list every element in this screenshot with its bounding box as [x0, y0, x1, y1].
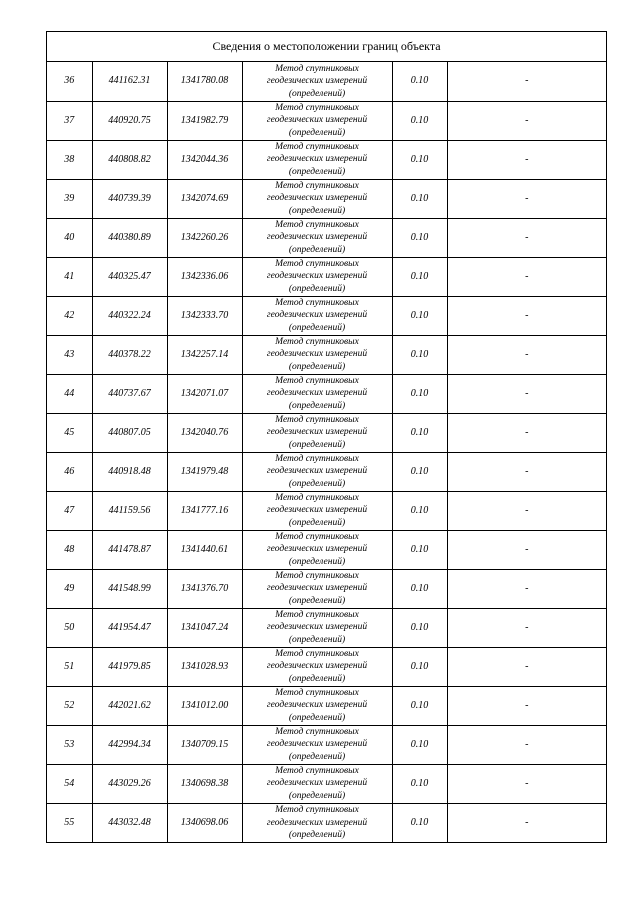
method-line: геодезических измерений — [266, 76, 368, 86]
method-line: геодезических измерений — [266, 817, 368, 828]
table-row — [47, 686, 606, 725]
method-line: Метод спутниковых — [275, 453, 359, 464]
table-row — [47, 62, 606, 101]
note-cell: - — [447, 257, 606, 296]
method-line: геодезических измерений — [266, 505, 368, 516]
coord-x-cell: 440378.22 — [92, 335, 167, 374]
method-cell — [242, 413, 392, 452]
method-line: (определений) — [288, 400, 346, 411]
table-row — [47, 803, 606, 842]
precision-cell: 0.10 — [392, 530, 447, 569]
precision-cell: 0.10 — [392, 803, 447, 842]
point-number-cell: 41 — [47, 257, 92, 296]
method-cell — [242, 374, 392, 413]
precision-cell: 0.10 — [392, 413, 447, 452]
precision-cell: 0.10 — [392, 647, 447, 686]
precision-cell: 0.10 — [392, 374, 447, 413]
coord-x-cell: 440737.67 — [92, 374, 167, 413]
point-number-cell: 50 — [47, 608, 92, 647]
method-line: Метод спутниковых — [275, 687, 359, 698]
coord-x-cell: 443029.26 — [92, 764, 167, 803]
precision-cell: 0.10 — [392, 218, 447, 257]
method-line: (определений) — [288, 830, 346, 840]
method-line: геодезических измерений — [266, 544, 368, 555]
method-cell — [242, 569, 392, 608]
method-line: Метод спутниковых — [275, 219, 359, 230]
coord-x-cell: 441159.56 — [92, 491, 167, 530]
note-cell: - — [525, 816, 529, 828]
method-line: геодезических измерений — [266, 583, 368, 594]
method-line: (определений) — [288, 283, 346, 294]
method-line: геодезических измерений — [266, 310, 368, 321]
method-line: Метод спутниковых — [275, 648, 359, 659]
method-line: геодезических измерений — [266, 115, 368, 126]
note-cell: - — [447, 101, 606, 140]
method-line: Метод спутниковых — [275, 297, 359, 308]
coord-x-cell: 440808.82 — [92, 140, 167, 179]
precision-cell: 0.10 — [392, 140, 447, 179]
coord-y-cell: 1342071.07 — [167, 374, 242, 413]
table-row — [47, 101, 606, 140]
method-line: Метод спутниковых — [275, 531, 359, 542]
method-line: геодезических измерений — [266, 427, 368, 438]
table-row — [47, 764, 606, 803]
method-cell — [242, 101, 392, 140]
coord-y-cell: 1342044.36 — [167, 140, 242, 179]
method-line: геодезических измерений — [266, 622, 368, 633]
coord-x-cell: 441548.99 — [92, 569, 167, 608]
coord-x-cell: 441162.31 — [92, 62, 167, 101]
note-cell: - — [447, 569, 606, 608]
method-line: геодезических измерений — [266, 466, 368, 477]
point-number-cell: 44 — [47, 374, 92, 413]
coord-y-cell: 1342040.76 — [167, 413, 242, 452]
coord-x-cell: 443032.48 — [92, 803, 167, 842]
note-cell: - — [447, 179, 606, 218]
coord-y-cell: 1341028.93 — [167, 647, 242, 686]
coord-x-cell: 441478.87 — [92, 530, 167, 569]
table-row — [47, 725, 606, 764]
coord-x-cell: 440739.39 — [92, 179, 167, 218]
note-cell: - — [447, 452, 606, 491]
table-row — [47, 491, 606, 530]
coord-x-cell: 440918.48 — [92, 452, 167, 491]
method-line: (определений) — [288, 166, 346, 177]
note-cell: - — [447, 725, 606, 764]
table-row — [47, 608, 606, 647]
precision-cell: 0.10 — [392, 62, 447, 101]
method-line: геодезических измерений — [266, 271, 368, 282]
method-line: геодезических измерений — [266, 778, 368, 789]
point-number-cell: 39 — [47, 179, 92, 218]
method-line: Метод спутниковых — [275, 570, 359, 581]
point-number-cell: 52 — [47, 686, 92, 725]
coord-y-cell: 1341979.48 — [167, 452, 242, 491]
precision-cell: 0.10 — [392, 179, 447, 218]
method-cell — [242, 647, 392, 686]
precision-cell: 0.10 — [392, 296, 447, 335]
coord-y-cell: 1342257.14 — [167, 335, 242, 374]
method-cell — [242, 803, 392, 842]
method-line: (определений) — [288, 127, 346, 138]
point-number-cell: 43 — [47, 335, 92, 374]
coord-y-cell: 1342260.26 — [167, 218, 242, 257]
method-line: Метод спутниковых — [275, 765, 359, 776]
method-line: (определений) — [288, 712, 346, 723]
table-row — [47, 647, 606, 686]
method-line: Метод спутниковых — [275, 102, 359, 113]
method-line: (определений) — [288, 751, 346, 762]
table-row — [47, 296, 606, 335]
table-row — [47, 257, 606, 296]
note-cell: - — [447, 218, 606, 257]
method-line: (определений) — [288, 673, 346, 684]
table-row — [47, 335, 606, 374]
coord-x-cell: 440807.05 — [92, 413, 167, 452]
method-line: Метод спутниковых — [275, 258, 359, 269]
method-cell — [242, 686, 392, 725]
method-cell — [242, 530, 392, 569]
point-number-cell: 54 — [47, 764, 92, 803]
note-cell: - — [447, 491, 606, 530]
boundary-table — [46, 31, 607, 843]
coord-y-cell: 1342336.06 — [167, 257, 242, 296]
table-row — [47, 140, 606, 179]
method-line: Метод спутниковых — [275, 375, 359, 386]
method-line: (определений) — [288, 478, 346, 489]
table-row — [47, 374, 606, 413]
coord-x-cell: 441979.85 — [92, 647, 167, 686]
method-cell — [242, 179, 392, 218]
note-cell: - — [447, 608, 606, 647]
method-cell — [242, 608, 392, 647]
table-row — [47, 569, 606, 608]
precision-cell: 0.10 — [392, 764, 447, 803]
method-line: геодезических измерений — [266, 661, 368, 672]
table-row — [47, 413, 606, 452]
point-number-cell: 36 — [47, 62, 92, 101]
point-number-cell: 49 — [47, 569, 92, 608]
point-number-cell: 45 — [47, 413, 92, 452]
method-line: (определений) — [288, 205, 346, 216]
method-cell — [242, 257, 392, 296]
coord-y-cell: 1341047.24 — [167, 608, 242, 647]
coord-x-cell: 440380.89 — [92, 218, 167, 257]
note-cell: - — [447, 686, 606, 725]
point-number-cell: 55 — [47, 803, 92, 842]
coord-y-cell: 1340698.38 — [167, 764, 242, 803]
note-cell: - — [447, 647, 606, 686]
coord-x-cell: 442021.62 — [92, 686, 167, 725]
table-row — [47, 452, 606, 491]
note-cell: - — [447, 140, 606, 179]
method-cell — [242, 725, 392, 764]
coord-y-cell: 1341982.79 — [167, 101, 242, 140]
table-row — [47, 218, 606, 257]
method-cell — [242, 335, 392, 374]
precision-cell: 0.10 — [392, 257, 447, 296]
coord-x-cell: 440325.47 — [92, 257, 167, 296]
point-number-cell: 53 — [47, 725, 92, 764]
method-line: геодезических измерений — [266, 388, 368, 399]
point-number-cell: 51 — [47, 647, 92, 686]
method-line: (определений) — [288, 88, 346, 99]
precision-cell: 0.10 — [392, 686, 447, 725]
coord-x-cell: 442994.34 — [92, 725, 167, 764]
method-line: Метод спутниковых — [275, 805, 359, 815]
precision-cell: 0.10 — [392, 608, 447, 647]
method-line: (определений) — [288, 244, 346, 255]
note-cell: - — [447, 413, 606, 452]
method-cell — [242, 140, 392, 179]
method-line: Метод спутниковых — [275, 336, 359, 347]
point-number-cell: 40 — [47, 218, 92, 257]
point-number-cell: 48 — [47, 530, 92, 569]
note-cell: - — [447, 62, 606, 101]
note-cell: - — [447, 296, 606, 335]
coord-y-cell: 1341780.08 — [167, 62, 242, 101]
method-line: (определений) — [288, 439, 346, 450]
method-line: Метод спутниковых — [275, 180, 359, 191]
method-line: Метод спутниковых — [275, 609, 359, 620]
precision-cell: 0.10 — [392, 491, 447, 530]
point-number-cell: 38 — [47, 140, 92, 179]
coord-y-cell: 1340698.06 — [167, 803, 242, 842]
coord-y-cell: 1341012.00 — [167, 686, 242, 725]
method-cell — [242, 764, 392, 803]
method-line: (определений) — [288, 595, 346, 606]
coord-y-cell: 1341440.61 — [167, 530, 242, 569]
method-line: геодезических измерений — [266, 349, 368, 360]
method-line: (определений) — [288, 634, 346, 645]
method-line: Метод спутниковых — [275, 141, 359, 152]
method-line: Метод спутниковых — [275, 492, 359, 503]
method-line: геодезических измерений — [266, 193, 368, 204]
coordinates-table — [47, 62, 606, 842]
coord-x-cell: 441954.47 — [92, 608, 167, 647]
note-cell: - — [447, 335, 606, 374]
coord-y-cell: 1340709.15 — [167, 725, 242, 764]
coord-y-cell: 1341777.16 — [167, 491, 242, 530]
table-title: Сведения о местоположении границ объекта — [47, 32, 606, 62]
method-cell — [242, 62, 392, 101]
point-number-cell: 46 — [47, 452, 92, 491]
method-line: (определений) — [288, 322, 346, 333]
coord-y-cell: 1341376.70 — [167, 569, 242, 608]
method-line: (определений) — [288, 790, 346, 801]
method-line: геодезических измерений — [266, 154, 368, 165]
method-line: Метод спутниковых — [275, 63, 359, 74]
method-line: Метод спутниковых — [275, 414, 359, 425]
method-line: геодезических измерений — [266, 232, 368, 243]
method-line: (определений) — [288, 556, 346, 567]
precision-cell: 0.10 — [392, 101, 447, 140]
method-line: геодезических измерений — [266, 739, 368, 750]
note-cell: - — [447, 530, 606, 569]
precision-cell: 0.10 — [392, 335, 447, 374]
method-line: Метод спутниковых — [275, 726, 359, 737]
precision-cell: 0.10 — [392, 452, 447, 491]
point-number-cell: 47 — [47, 491, 92, 530]
method-line: (определений) — [288, 517, 346, 528]
method-cell — [242, 296, 392, 335]
method-cell — [242, 452, 392, 491]
method-line: (определений) — [288, 361, 346, 372]
method-cell — [242, 491, 392, 530]
method-line: геодезических измерений — [266, 700, 368, 711]
note-cell: - — [447, 764, 606, 803]
point-number-cell: 42 — [47, 296, 92, 335]
coord-x-cell: 440920.75 — [92, 101, 167, 140]
precision-cell: 0.10 — [392, 725, 447, 764]
coord-x-cell: 440322.24 — [92, 296, 167, 335]
note-cell: - — [447, 374, 606, 413]
precision-cell: 0.10 — [392, 569, 447, 608]
point-number-cell: 37 — [47, 101, 92, 140]
coord-y-cell: 1342074.69 — [167, 179, 242, 218]
table-row — [47, 530, 606, 569]
coord-y-cell: 1342333.70 — [167, 296, 242, 335]
method-cell — [242, 218, 392, 257]
table-row — [47, 179, 606, 218]
